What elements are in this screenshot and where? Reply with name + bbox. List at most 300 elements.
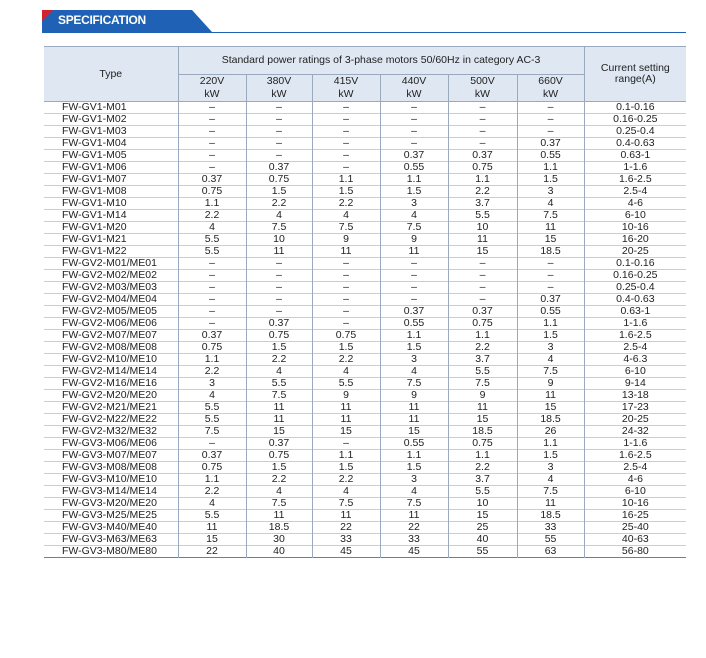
power-rating-cell: 0.37	[178, 174, 246, 186]
power-rating-cell: 5.5	[178, 246, 246, 258]
power-rating-cell: 3.7	[448, 198, 517, 210]
model-type-cell: FW-GV2-M10/ME10	[44, 354, 178, 366]
model-type-cell: FW-GV1-M06	[44, 162, 178, 174]
power-rating-cell: 3	[517, 462, 584, 474]
power-rating-cell: 1.1	[448, 330, 517, 342]
power-rating-cell: 7.5	[380, 378, 448, 390]
power-rating-cell: 0.75	[448, 438, 517, 450]
power-rating-cell: 5.5	[178, 414, 246, 426]
power-rating-cell: 1.1	[178, 198, 246, 210]
power-rating-cell: 26	[517, 426, 584, 438]
power-rating-cell: 0.37	[178, 330, 246, 342]
power-rating-cell: 1.1	[178, 354, 246, 366]
power-rating-cell: –	[246, 294, 312, 306]
power-rating-cell: –	[380, 102, 448, 114]
power-rating-cell: 0.75	[312, 330, 380, 342]
power-rating-cell: –	[178, 294, 246, 306]
table-row	[44, 138, 686, 150]
model-type-cell: FW-GV3-M80/ME80	[44, 546, 178, 558]
power-rating-cell: –	[448, 282, 517, 294]
banner-accent-mark	[42, 10, 53, 21]
power-rating-cell: 0.75	[178, 342, 246, 354]
current-range-cell: 24-32	[584, 426, 686, 438]
model-type-cell: FW-GV1-M08	[44, 186, 178, 198]
current-range-cell: 0.16-0.25	[584, 270, 686, 282]
power-rating-cell: 0.75	[178, 462, 246, 474]
header-voltage: 415V	[312, 75, 380, 89]
power-rating-cell: 2.2	[448, 342, 517, 354]
current-range-cell: 4-6	[584, 198, 686, 210]
model-type-cell: FW-GV3-M25/ME25	[44, 510, 178, 522]
header-voltage: 660V	[517, 75, 584, 89]
header-power-ratings: Standard power ratings of 3-phase motors 50/60Hz in category AC-3	[178, 47, 584, 75]
table-row	[44, 414, 686, 426]
power-rating-cell: 45	[380, 546, 448, 558]
current-range-cell: 2.5-4	[584, 186, 686, 198]
current-range-cell: 1-1.6	[584, 318, 686, 330]
power-rating-cell: 7.5	[517, 366, 584, 378]
table-row	[44, 294, 686, 306]
power-rating-cell: 9	[312, 390, 380, 402]
table-row	[44, 150, 686, 162]
power-rating-cell: –	[380, 294, 448, 306]
model-type-cell: FW-GV1-M21	[44, 234, 178, 246]
header-type: Type	[44, 47, 178, 102]
header-unit: kW	[517, 88, 584, 102]
power-rating-cell: 0.37	[246, 318, 312, 330]
power-rating-cell: 30	[246, 534, 312, 546]
power-rating-cell: 9	[517, 378, 584, 390]
power-rating-cell: 2.2	[448, 186, 517, 198]
power-rating-cell: 1.5	[517, 174, 584, 186]
table-row	[44, 342, 686, 354]
current-range-cell: 0.1-0.16	[584, 102, 686, 114]
power-rating-cell: 1.5	[380, 342, 448, 354]
model-type-cell: FW-GV2-M22/ME22	[44, 414, 178, 426]
power-rating-cell: 1.5	[312, 342, 380, 354]
current-range-cell: 0.63-1	[584, 150, 686, 162]
model-type-cell: FW-GV1-M07	[44, 174, 178, 186]
table-row	[44, 354, 686, 366]
power-rating-cell: 0.55	[380, 438, 448, 450]
power-rating-cell: 0.55	[380, 162, 448, 174]
section-title: SPECIFICATION	[58, 13, 146, 27]
power-rating-cell: 18.5	[517, 510, 584, 522]
power-rating-cell: –	[178, 150, 246, 162]
power-rating-cell: 2.2	[246, 198, 312, 210]
model-type-cell: FW-GV1-M10	[44, 198, 178, 210]
power-rating-cell: –	[517, 282, 584, 294]
power-rating-cell: 1.5	[517, 330, 584, 342]
model-type-cell: FW-GV2-M14/ME14	[44, 366, 178, 378]
power-rating-cell: –	[312, 126, 380, 138]
power-rating-cell: 22	[178, 546, 246, 558]
power-rating-cell: –	[380, 126, 448, 138]
power-rating-cell: 0.55	[517, 150, 584, 162]
power-rating-cell: 11	[380, 414, 448, 426]
current-range-cell: 1-1.6	[584, 438, 686, 450]
power-rating-cell: –	[448, 270, 517, 282]
power-rating-cell: –	[312, 150, 380, 162]
power-rating-cell: –	[312, 114, 380, 126]
power-rating-cell: –	[448, 126, 517, 138]
current-range-cell: 0.16-0.25	[584, 114, 686, 126]
table-row	[44, 126, 686, 138]
power-rating-cell: 0.37	[380, 150, 448, 162]
power-rating-cell: 40	[448, 534, 517, 546]
table-row	[44, 258, 686, 270]
power-rating-cell: 11	[312, 510, 380, 522]
header-voltage: 380V	[246, 75, 312, 89]
model-type-cell: FW-GV1-M20	[44, 222, 178, 234]
model-type-cell: FW-GV3-M40/ME40	[44, 522, 178, 534]
power-rating-cell: 0.37	[178, 450, 246, 462]
power-rating-cell: –	[178, 306, 246, 318]
current-range-cell: 9-14	[584, 378, 686, 390]
power-rating-cell: 11	[246, 246, 312, 258]
header-unit: kW	[312, 88, 380, 102]
power-rating-cell: 55	[517, 534, 584, 546]
table-row	[44, 546, 686, 558]
power-rating-cell: 11	[246, 510, 312, 522]
model-type-cell: FW-GV1-M22	[44, 246, 178, 258]
model-type-cell: FW-GV1-M02	[44, 114, 178, 126]
current-range-cell: 6-10	[584, 486, 686, 498]
current-range-cell: 20-25	[584, 246, 686, 258]
power-rating-cell: –	[178, 438, 246, 450]
table-row	[44, 522, 686, 534]
model-type-cell: FW-GV3-M63/ME63	[44, 534, 178, 546]
table-row	[44, 246, 686, 258]
table-row	[44, 222, 686, 234]
header-voltage: 500V	[448, 75, 517, 89]
power-rating-cell: 1.1	[448, 450, 517, 462]
power-rating-cell: 11	[246, 402, 312, 414]
power-rating-cell: 11	[448, 402, 517, 414]
power-rating-cell: 1.1	[312, 174, 380, 186]
power-rating-cell: 15	[517, 234, 584, 246]
power-rating-cell: 11	[312, 402, 380, 414]
power-rating-cell: 7.5	[517, 210, 584, 222]
power-rating-cell: 0.55	[380, 318, 448, 330]
power-rating-cell: –	[380, 138, 448, 150]
power-rating-cell: –	[312, 282, 380, 294]
model-type-cell: FW-GV2-M05/ME05	[44, 306, 178, 318]
power-rating-cell: –	[312, 318, 380, 330]
power-rating-cell: 4	[178, 222, 246, 234]
power-rating-cell: 0.37	[380, 306, 448, 318]
header-unit: kW	[246, 88, 312, 102]
power-rating-cell: 11	[178, 522, 246, 534]
power-rating-cell: 2.2	[178, 210, 246, 222]
power-rating-cell: 0.75	[448, 318, 517, 330]
current-range-cell: 1-1.6	[584, 162, 686, 174]
header-voltage: 440V	[380, 75, 448, 89]
table-row	[44, 270, 686, 282]
power-rating-cell: 0.37	[517, 294, 584, 306]
power-rating-cell: –	[312, 294, 380, 306]
power-rating-cell: 11	[246, 414, 312, 426]
power-rating-cell: 4	[246, 486, 312, 498]
power-rating-cell: –	[517, 114, 584, 126]
power-rating-cell: –	[178, 258, 246, 270]
current-range-cell: 13-18	[584, 390, 686, 402]
power-rating-cell: 2.2	[246, 354, 312, 366]
power-rating-cell: 11	[312, 246, 380, 258]
header-current-range: Current setting range(A)	[584, 47, 686, 102]
power-rating-cell: 3	[380, 474, 448, 486]
power-rating-cell: –	[178, 282, 246, 294]
current-range-cell: 16-25	[584, 510, 686, 522]
header-unit: kW	[448, 88, 517, 102]
power-rating-cell: 63	[517, 546, 584, 558]
model-type-cell: FW-GV3-M14/ME14	[44, 486, 178, 498]
model-type-cell: FW-GV3-M20/ME20	[44, 498, 178, 510]
table-row	[44, 102, 686, 114]
power-rating-cell: 2.2	[246, 474, 312, 486]
power-rating-cell: 0.37	[448, 306, 517, 318]
power-rating-cell: 15	[380, 426, 448, 438]
model-type-cell: FW-GV2-M08/ME08	[44, 342, 178, 354]
power-rating-cell: 1.1	[380, 174, 448, 186]
power-rating-cell: –	[178, 162, 246, 174]
power-rating-cell: 33	[312, 534, 380, 546]
current-range-cell: 1.6-2.5	[584, 450, 686, 462]
current-range-cell: 0.1-0.16	[584, 258, 686, 270]
power-rating-cell: 15	[448, 246, 517, 258]
power-rating-cell: 18.5	[517, 414, 584, 426]
power-rating-cell: –	[312, 306, 380, 318]
table-row	[44, 486, 686, 498]
power-rating-cell: 1.5	[517, 450, 584, 462]
power-rating-cell: 2.2	[448, 462, 517, 474]
power-rating-cell: –	[246, 306, 312, 318]
power-rating-cell: –	[178, 102, 246, 114]
power-rating-cell: 10	[246, 234, 312, 246]
current-range-cell: 1.6-2.5	[584, 174, 686, 186]
power-rating-cell: 18.5	[448, 426, 517, 438]
power-rating-cell: 15	[517, 402, 584, 414]
table-row	[44, 450, 686, 462]
power-rating-cell: –	[312, 102, 380, 114]
power-rating-cell: 7.5	[380, 222, 448, 234]
power-rating-cell: 22	[380, 522, 448, 534]
power-rating-cell: 4	[246, 366, 312, 378]
current-range-cell: 0.63-1	[584, 306, 686, 318]
table-row	[44, 438, 686, 450]
table-row	[44, 162, 686, 174]
power-rating-cell: 1.5	[246, 342, 312, 354]
model-type-cell: FW-GV2-M32/ME32	[44, 426, 178, 438]
model-type-cell: FW-GV3-M07/ME07	[44, 450, 178, 462]
power-rating-cell: 2.2	[312, 354, 380, 366]
table-row	[44, 306, 686, 318]
power-rating-cell: 5.5	[448, 210, 517, 222]
power-rating-cell: 33	[517, 522, 584, 534]
power-rating-cell: 4	[312, 210, 380, 222]
power-rating-cell: 1.5	[380, 462, 448, 474]
current-range-cell: 4-6.3	[584, 354, 686, 366]
current-range-cell: 10-16	[584, 498, 686, 510]
power-rating-cell: 5.5	[448, 486, 517, 498]
power-rating-cell: 5.5	[448, 366, 517, 378]
table-row	[44, 510, 686, 522]
header-unit: kW	[178, 88, 246, 102]
power-rating-cell: 7.5	[246, 222, 312, 234]
power-rating-cell: 2.2	[312, 474, 380, 486]
power-rating-cell: 11	[517, 222, 584, 234]
power-rating-cell: 0.37	[517, 138, 584, 150]
power-rating-cell: –	[246, 150, 312, 162]
power-rating-cell: 11	[380, 246, 448, 258]
power-rating-cell: 1.5	[312, 186, 380, 198]
power-rating-cell: 1.5	[312, 462, 380, 474]
table-row	[44, 282, 686, 294]
power-rating-cell: 4	[178, 390, 246, 402]
table-row	[44, 330, 686, 342]
power-rating-cell: 1.1	[380, 330, 448, 342]
model-type-cell: FW-GV2-M06/ME06	[44, 318, 178, 330]
power-rating-cell: 1.1	[380, 450, 448, 462]
table-row	[44, 114, 686, 126]
model-type-cell: FW-GV2-M20/ME20	[44, 390, 178, 402]
power-rating-cell: 3	[517, 342, 584, 354]
power-rating-cell: 4	[380, 486, 448, 498]
current-range-cell: 0.4-0.63	[584, 294, 686, 306]
current-range-cell: 6-10	[584, 366, 686, 378]
power-rating-cell: 1.5	[246, 462, 312, 474]
power-rating-cell: –	[448, 102, 517, 114]
power-rating-cell: 5.5	[178, 510, 246, 522]
current-range-cell: 2.5-4	[584, 462, 686, 474]
power-rating-cell: 4	[517, 198, 584, 210]
model-type-cell: FW-GV1-M14	[44, 210, 178, 222]
power-rating-cell: –	[178, 114, 246, 126]
current-range-cell: 2.5-4	[584, 342, 686, 354]
power-rating-cell: 7.5	[312, 498, 380, 510]
power-rating-cell: 3	[178, 378, 246, 390]
power-rating-cell: –	[246, 114, 312, 126]
power-rating-cell: 4	[312, 486, 380, 498]
power-rating-cell: –	[312, 270, 380, 282]
power-rating-cell: 1.1	[312, 450, 380, 462]
model-type-cell: FW-GV3-M08/ME08	[44, 462, 178, 474]
power-rating-cell: –	[246, 126, 312, 138]
power-rating-cell: 5.5	[178, 234, 246, 246]
power-rating-cell: 0.37	[448, 150, 517, 162]
current-range-cell: 4-6	[584, 474, 686, 486]
power-rating-cell: 7.5	[246, 498, 312, 510]
table-row	[44, 210, 686, 222]
power-rating-cell: 4	[178, 498, 246, 510]
power-rating-cell: –	[178, 126, 246, 138]
power-rating-cell: –	[448, 138, 517, 150]
model-type-cell: FW-GV2-M03/ME03	[44, 282, 178, 294]
table-row	[44, 402, 686, 414]
current-range-cell: 56-80	[584, 546, 686, 558]
current-range-cell: 20-25	[584, 414, 686, 426]
table-row	[44, 318, 686, 330]
power-rating-cell: –	[246, 102, 312, 114]
power-rating-cell: 45	[312, 546, 380, 558]
power-rating-cell: 0.75	[246, 330, 312, 342]
power-rating-cell: 9	[380, 390, 448, 402]
power-rating-cell: –	[312, 438, 380, 450]
power-rating-cell: 40	[246, 546, 312, 558]
power-rating-cell: 9	[448, 390, 517, 402]
model-type-cell: FW-GV2-M02/ME02	[44, 270, 178, 282]
power-rating-cell: 25	[448, 522, 517, 534]
power-rating-cell: 4	[312, 366, 380, 378]
power-rating-cell: –	[517, 126, 584, 138]
power-rating-cell: –	[178, 318, 246, 330]
table-row	[44, 366, 686, 378]
power-rating-cell: 5.5	[312, 378, 380, 390]
power-rating-cell: 11	[448, 234, 517, 246]
power-rating-cell: 0.75	[178, 186, 246, 198]
power-rating-cell: –	[246, 138, 312, 150]
power-rating-cell: 15	[312, 426, 380, 438]
power-rating-cell: 15	[178, 534, 246, 546]
power-rating-cell: 15	[246, 426, 312, 438]
model-type-cell: FW-GV3-M10/ME10	[44, 474, 178, 486]
power-rating-cell: 0.55	[517, 306, 584, 318]
current-range-cell: 10-16	[584, 222, 686, 234]
table-row	[44, 498, 686, 510]
power-rating-cell: 10	[448, 498, 517, 510]
power-rating-cell: –	[448, 258, 517, 270]
current-range-cell: 40-63	[584, 534, 686, 546]
power-rating-cell: 11	[312, 414, 380, 426]
power-rating-cell: 1.1	[517, 438, 584, 450]
power-rating-cell: 18.5	[517, 246, 584, 258]
current-range-cell: 0.25-0.4	[584, 282, 686, 294]
power-rating-cell: 1.5	[380, 186, 448, 198]
power-rating-cell: 0.75	[246, 450, 312, 462]
power-rating-cell: 11	[380, 510, 448, 522]
table-row	[44, 198, 686, 210]
power-rating-cell: –	[246, 270, 312, 282]
power-rating-cell: –	[380, 282, 448, 294]
power-rating-cell: 1.5	[246, 186, 312, 198]
power-rating-cell: –	[246, 258, 312, 270]
power-rating-cell: 7.5	[517, 486, 584, 498]
table-row	[44, 534, 686, 546]
power-rating-cell: 3	[517, 186, 584, 198]
power-rating-cell: 0.75	[246, 174, 312, 186]
current-range-cell: 1.6-2.5	[584, 330, 686, 342]
table-row	[44, 390, 686, 402]
power-rating-cell: 3.7	[448, 354, 517, 366]
power-rating-cell: 7.5	[246, 390, 312, 402]
power-rating-cell: 1.1	[517, 162, 584, 174]
power-rating-cell: –	[380, 258, 448, 270]
spec-table-body	[44, 102, 686, 558]
power-rating-cell: –	[246, 282, 312, 294]
header-unit: kW	[380, 88, 448, 102]
power-rating-cell: 10	[448, 222, 517, 234]
power-rating-cell: 9	[380, 234, 448, 246]
power-rating-cell: 22	[312, 522, 380, 534]
power-rating-cell: 9	[312, 234, 380, 246]
power-rating-cell: 4	[380, 210, 448, 222]
power-rating-cell: 4	[246, 210, 312, 222]
table-row	[44, 474, 686, 486]
power-rating-cell: –	[448, 114, 517, 126]
power-rating-cell: –	[312, 138, 380, 150]
model-type-cell: FW-GV1-M05	[44, 150, 178, 162]
power-rating-cell: 3	[380, 198, 448, 210]
